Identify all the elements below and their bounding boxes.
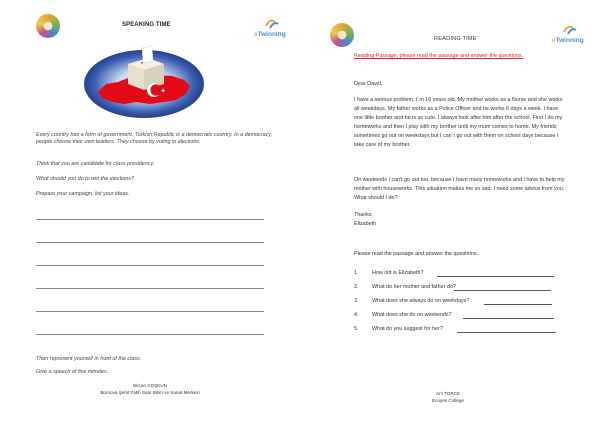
prompt-win-elections: What should you do to win the elections? [36,176,134,182]
closing-represent: Then represent yourself in front of the class. [36,356,142,362]
author-name: Arıl TORCE [435,391,461,396]
school-logo-icon [36,14,60,38]
author-school: Bornova Şehit Fatih Satır Bilim ve Sanat Merkezi [100,389,200,395]
page-title: SPEAKING TIME [122,22,171,28]
intro-paragraph: Every country has a form of government. Turkish Republic is a democratic country. In a democracy, people choose their own leaders. They choose by voting in elections. [36,132,273,146]
question-number: 1. [354,270,359,276]
letter-paragraph-2: On weekends I can't go out too, because I have many homeworks and I have to help my mother with houseworks. This situation makes me so sad. I need some advice from you. What should I do? [354,177,565,201]
question-number: 2. [354,284,359,290]
question-text: What does she always do on weekdays? [372,298,470,304]
right-page [300,0,600,424]
answer-line[interactable] [36,265,264,266]
etwinning-logo: eTwinning [552,24,588,48]
etwinning-logo-icon [264,18,280,30]
answer-line[interactable] [36,311,264,312]
question-text: What do her mother and father do? [372,284,456,290]
answer-line[interactable] [463,318,554,319]
author-signature [398,391,498,404]
questions-intro: Please read the passage and answer the questions. [354,251,479,257]
author-school: Erciyes College [432,397,464,403]
answer-line[interactable] [36,288,264,289]
etwinning-logo: eTwinning [254,18,290,42]
ballot-box-turkey-map-icon [84,44,204,119]
author-signature [80,383,220,396]
page-title: READING TIME [434,36,477,42]
answer-line[interactable] [454,290,551,291]
letter-thanks: Thanks [354,212,372,218]
question-number: 4. [354,312,359,318]
answer-line[interactable] [36,242,264,243]
question-number: 5. [354,326,359,332]
closing-speech: Give a speech of five minutes. [36,369,109,375]
question-text: What do you suggest for her? [372,326,443,332]
school-logo-icon [330,23,354,47]
answer-line[interactable] [36,334,264,335]
answer-line[interactable] [457,332,556,333]
answer-line[interactable] [484,304,552,305]
prompt-campaign: Prepare your campaign, list your ideas. [36,191,130,197]
reading-instruction: Reading Passage, please read the passage and answer the questions. [354,53,524,59]
answer-line[interactable] [36,219,264,220]
question-number: 3. [354,298,359,304]
answer-line[interactable] [437,276,554,277]
etwinning-logo-icon [562,24,578,36]
question-text: What does she do on weekends? [372,312,452,318]
question-text: How old is Elizabeth? [372,270,424,276]
letter-signature: Elizabeth [354,221,377,227]
letter-paragraph-1: I have a serious problem, I´m 16 years old. My mother works as a Nurse and she works all weekdays. My father works as a Police Officer and he works 6 days a week. I have one little brother and he is so cute. I always look after him after the school. First I do my homeworks and then I play with my brother until my mum comes to home. My friends sometimes go out on weekdays but I can´t go out with them on school days because I take care of my brother. [354,97,563,148]
prompt-candidate: Think that you are candidate for class presidency. [36,161,155,167]
letter-greeting: Dear David, [354,81,383,87]
author-name: Bircan COŞKUN [133,383,167,388]
